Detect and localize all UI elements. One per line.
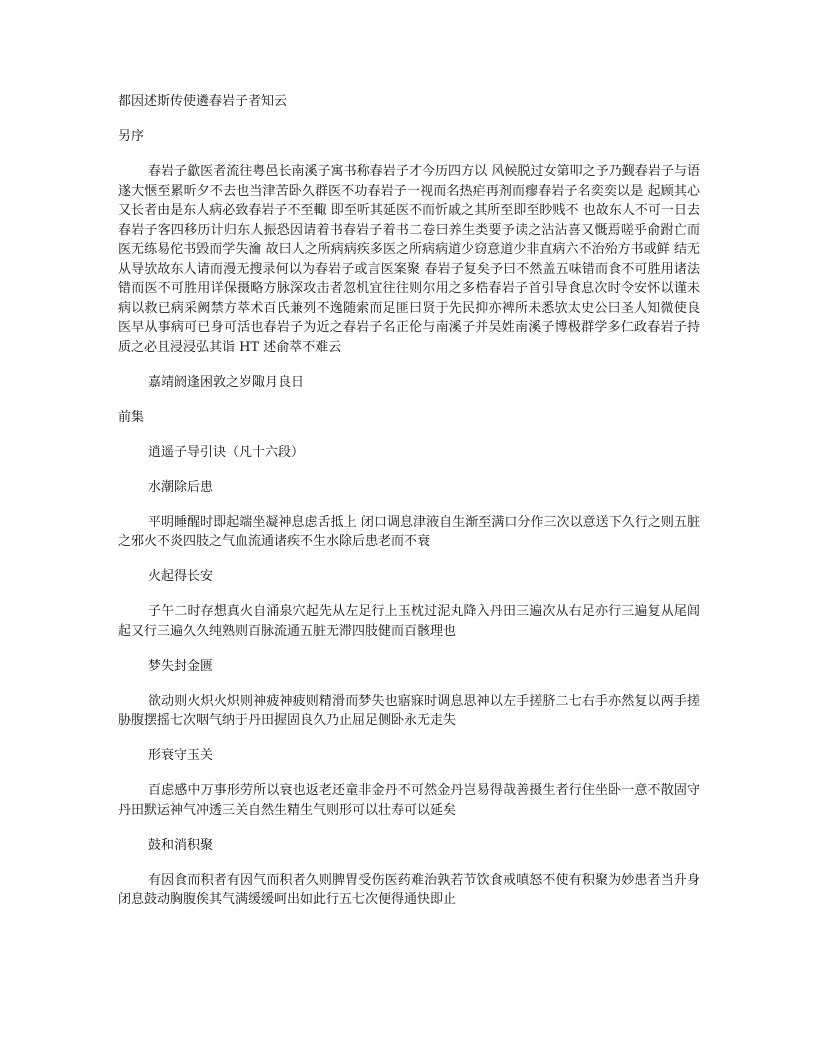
document-page xyxy=(118,92,700,925)
item-heading: 鼓和消积聚 xyxy=(148,837,214,853)
item-heading: 水潮除后患 xyxy=(148,479,214,495)
section-heading-preface: 另序 xyxy=(118,129,145,144)
preface-body: 春岩子歙医者流往粤邑长南溪子寓书称春岩子才今历四方以 风候脱过女第叩之予乃觐春岩子与语遂大惬至累昕夕不去也当津苦卧久群医不功春岩子一视而名热疟再剂而瘳春岩子名奕奕以是 起顾其心又长者由是东人病必致春岩子不至輙 即至听其延医不而忻戚之其所至即至眇贱不 也故东人不可一日去春岩子客四移历计归东人振恐因请着书春岩子着书二卷曰养生类要予读之沾沾喜又慨焉嗟乎俞跗亡而医无练易佗书毁而学失瀹 故曰人之所病病疾多医之所病病道少窃意道少非直病六不治殆方书或鲜 结无从导欤故东人请而漫无搜录何以为春岩子或言医案聚 春岩子复矣予曰不然盖五味错而食不可胜用诸法错而医不可胜用详保摄略方脉深攻击者忽机宜往往则尔用之多梏春岩子首引导食息次时令安怀以谨未病以救已病采阙禁方萃术百氏兼列不逸随索而足匪曰贤于先民抑亦裨所未悉欤太史公曰圣人知微使良医早从事病可已身可活也春岩子为近之春岩子名正伦与南溪子并吴姓南溪子博极群学多仁政春岩子持 质之必且浸浸弘其诣 HT 述俞萃不难云 xyxy=(118,164,700,355)
intro-line: 都因述斯传使遴春岩子者知云 xyxy=(118,94,288,109)
preface-date: 嘉靖阏逢困敦之岁陬月良日 xyxy=(148,374,305,390)
subsection-title: 逍遥子导引诀（凡十六段） xyxy=(148,444,305,460)
item-heading: 形衰守玉关 xyxy=(148,748,214,763)
item-heading: 梦失封金匮 xyxy=(148,658,214,674)
item-body: 百虑感中万事形劳所以衰也返老还童非金丹不可然金丹岂易得哉善摄生者行住坐卧一意不散固守丹田默运神气冲透三关自然生精生气则形可以壮寿可以延矣 xyxy=(118,783,700,818)
item-body: 平明睡醒时即起端坐凝神息虑舌抵上 闭口调息津液自生渐至满口分作三次以意送下久行之则五脏之邪火不炎四肢之气血流通诸疾不生水除后患老而不衰 xyxy=(118,514,700,549)
item-body: 子午二时存想真火自涌泉穴起先从左足行上玉枕过泥丸降入丹田三遍次从右足亦行三遍复从尾闾起又行三遍久久纯熟则百脉流通五脏无滞四肢健而百骸理也 xyxy=(118,604,700,639)
item-body: 有因食而积者有因气而积者久则脾胃受伤医药难治孰若节饮食戒嗔怒不使有积聚为妙患者当升身闭息鼓动胸腹俟其气满缓缓呵出如此行五七次便得通快即止 xyxy=(118,872,700,907)
item-body: 欲动则火炽火炽则神疲神疲则精滑而梦失也寤寐时调息思神以左手搓脐二七右手亦然复以两手搓胁腹摆摇七次咽气纳于丹田握固良久乃止屈足侧卧永无走失 xyxy=(118,693,700,728)
section-heading-front: 前集 xyxy=(118,409,145,425)
item-heading: 火起得长安 xyxy=(148,569,214,584)
